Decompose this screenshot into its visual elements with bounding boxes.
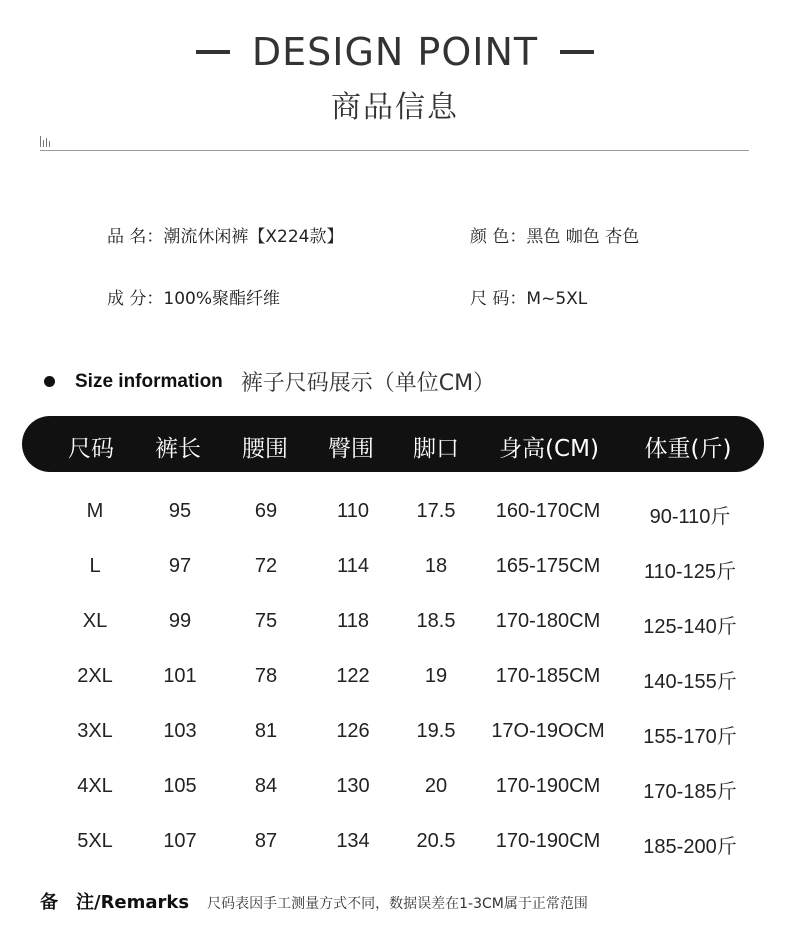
table-cell: 125-140斤 (643, 616, 737, 638)
divider (40, 150, 749, 151)
table-cell: 110 (337, 500, 369, 522)
title-dash-left (196, 50, 230, 54)
table-cell: 165-175CM (495, 555, 601, 577)
size-info-heading (44, 366, 495, 397)
table-cell: 97 (168, 555, 192, 577)
table-cell: 99 (168, 610, 192, 632)
remarks-text: 尺码表因手工测量方式不同，数据误差在1-3CM属于正常范围 (207, 896, 588, 912)
table-cell: 107 (163, 830, 197, 852)
table-cell: 3XL (77, 720, 113, 742)
table-cell: 18 (424, 555, 448, 577)
table-cell: 134 (336, 830, 370, 852)
table-row (0, 547, 790, 587)
header-cell: 腰围 (242, 436, 288, 462)
table-cell: 170-180CM (495, 610, 601, 632)
page-title: DESIGN POINT (251, 30, 539, 74)
table-cell: 170-190CM (495, 830, 601, 852)
table-cell: 126 (336, 720, 370, 742)
product-size-range: 尺 码：M~5XL (470, 289, 588, 309)
table-cell: 185-200斤 (643, 836, 737, 858)
table-row (0, 767, 790, 807)
table-cell: 160-170CM (495, 500, 601, 522)
header-cell: 尺码 (68, 436, 114, 462)
header-cell: 臀围 (328, 436, 374, 462)
table-cell: 19 (424, 665, 448, 687)
table-cell: 72 (254, 555, 278, 577)
remarks (40, 888, 588, 914)
table-cell: L (89, 555, 101, 577)
page-subtitle: 商品信息 (331, 90, 459, 125)
header-cell: 身高(CM) (499, 436, 599, 462)
rule-bars-icon (40, 135, 50, 147)
table-row (0, 712, 790, 752)
table-cell: 4XL (77, 775, 113, 797)
table-row (0, 492, 790, 532)
product-color: 颜 色：黑色 咖色 杏色 (470, 227, 640, 247)
table-cell: 105 (163, 775, 197, 797)
title-row (0, 30, 790, 74)
table-row (0, 822, 790, 862)
table-cell: 19.5 (416, 720, 456, 742)
table-cell: M (86, 500, 104, 522)
table-cell: 170-185斤 (643, 781, 737, 803)
size-info-label-en: Size information (75, 370, 223, 392)
header-cell: 裤长 (155, 436, 201, 462)
table-cell: 130 (336, 775, 370, 797)
remarks-label: 备 注/Remarks (40, 892, 190, 913)
size-info-label-cn: 裤子尺码展示（单位CM） (240, 371, 496, 396)
size-table-header (22, 416, 764, 472)
table-cell: 103 (163, 720, 197, 742)
table-cell: 2XL (77, 665, 113, 687)
bullet-dot-icon (44, 376, 55, 387)
table-cell: 18.5 (416, 610, 456, 632)
header-cell: 脚口 (413, 436, 459, 462)
table-cell: 90-110斤 (649, 506, 731, 528)
table-cell: 110-125斤 (644, 561, 736, 583)
table-row (0, 657, 790, 697)
table-cell: 114 (337, 555, 369, 577)
table-cell: 118 (337, 610, 369, 632)
table-cell: 17O-19OCM (491, 720, 605, 742)
title-dash-right (560, 50, 594, 54)
table-cell: 20.5 (416, 830, 456, 852)
table-cell: 75 (254, 610, 278, 632)
product-name: 品 名：潮流休闲裤【X224款】 (107, 227, 344, 247)
product-material: 成 分：100%聚酯纤维 (107, 289, 281, 309)
table-cell: 95 (168, 500, 192, 522)
table-row (0, 602, 790, 642)
table-cell: 140-155斤 (643, 671, 737, 693)
table-cell: XL (82, 610, 108, 632)
table-cell: 101 (163, 665, 197, 687)
table-cell: 122 (336, 665, 370, 687)
table-cell: 170-190CM (495, 775, 601, 797)
table-cell: 87 (254, 830, 278, 852)
table-cell: 5XL (77, 830, 113, 852)
table-cell: 69 (254, 500, 278, 522)
table-cell: 155-170斤 (643, 726, 737, 748)
table-cell: 84 (254, 775, 278, 797)
table-cell: 170-185CM (495, 665, 601, 687)
table-cell: 78 (254, 665, 278, 687)
table-cell: 81 (254, 720, 278, 742)
header (0, 30, 790, 126)
header-cell: 体重(斤) (644, 436, 732, 462)
table-cell: 20 (424, 775, 448, 797)
table-cell: 17.5 (416, 500, 456, 522)
